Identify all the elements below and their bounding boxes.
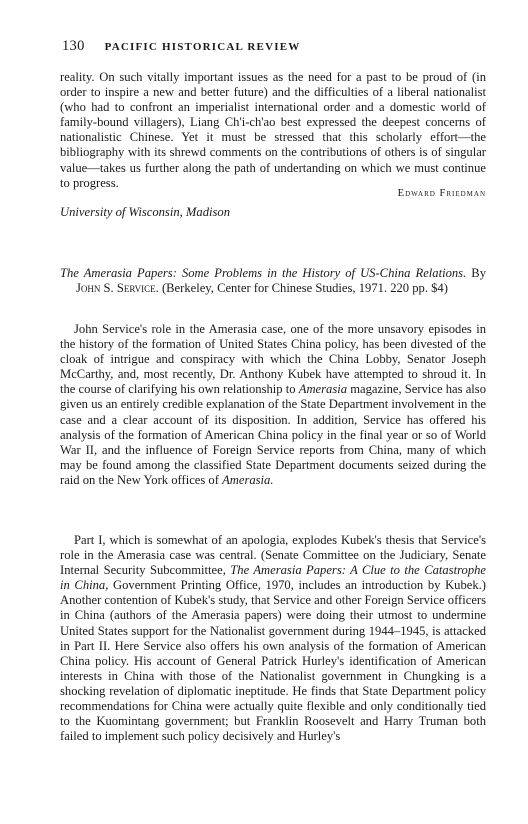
italic-journal-name: Amerasia (298, 382, 348, 397)
paragraph-text: John Service's role in the Amerasia case, one of the more unsavory episodes in the history of the formation of United States China policy, has been divested of the cloak of intrigue and conspiracy with which the China Lobby, Senator Joseph McCarthy, and, most recently, Dr. Anthony Kubek have attempted to shroud it. In the course of clarifying his own relationship to (60, 322, 486, 397)
paragraph-text: Government Printing Office, 1970, includes an introduction by Kubek.) Another contention of Kubek's study, that Service and other Foreign Service officers in China (authors of the Amerasia papers) were doing their utmost to undermine United States support for the Nationalist government during 1944–1945, is attacked in Part II. Here Service also offers his own analysis of the formation of American China policy. His account of General Patrick Hurley's identification of American interests in China with those of the Nationalist government in Chungking is a shocking revelation of diplomatic ineptitude. He finds that State Department policy recommendations for China were actually quite flexible and only conditionally tied to the Kuomintang government; but Franklin Roosevelt and Harry Truman both failed to implement such policy decisively and Hurley's (60, 578, 486, 744)
reviewer-name: Edward Friedman (397, 188, 486, 199)
paragraph-text: Part I, which is somewhat of an apologia, explodes Kubek's thesis that Service's role in the Amerasia case was central. (Senate Committee on the Judiciary, Senate Internal Security Subcommittee, (60, 533, 486, 578)
page-number: 130 (62, 38, 85, 54)
paragraph-text: magazine, Service has also given us an entirely credible explanation of the State Department involvement in the case and a clear account of its disposition. In addition, Service has offered his analysis of the formation of American China policy in the final year or so of World War II, and the influence of Foreign Service reports from China, many of which may be found among the classified State Department documents seized during the raid on the New York offices of (60, 382, 486, 487)
review-paragraph-2 (60, 533, 486, 744)
reviewer-affiliation: University of Wisconsin, Madison (60, 205, 231, 219)
book-author: John S. Service. (76, 281, 159, 296)
publication-info: (Berkeley, Center for Chinese Studies, 1971. 220 pp. $4) (161, 281, 448, 296)
running-header (62, 38, 300, 55)
italic-journal-name: Amerasia. (222, 472, 274, 487)
running-title: PACIFIC HISTORICAL REVIEW (104, 41, 301, 53)
book-title: The Amerasia Papers: Some Problems in the History of US-China Relations. (60, 266, 467, 280)
review-paragraph-1 (60, 322, 486, 488)
by-word: By (471, 266, 486, 280)
previous-review-closing-paragraph: reality. On such vitally important issues as the need for a past to be proud of (in order to inspire a new and better future) and the difficulties of a liberal nationalist (who had to confront an imperialist international order and a domestic world of family-bound villagers), Liang Ch'i-ch'ao best expressed the deepest concerns of nationalistic Chinese. Yet it must be stressed that this scholarly effort—the bibliography with its shrewd comments on the contributions of others is of singular value—takes us further along the path of undertanding on which we must continue to progress. (60, 70, 486, 190)
review-citation (60, 266, 486, 297)
italic-report-title: The Amerasia Papers: A Clue to the Catastrophe in China, (60, 563, 486, 593)
